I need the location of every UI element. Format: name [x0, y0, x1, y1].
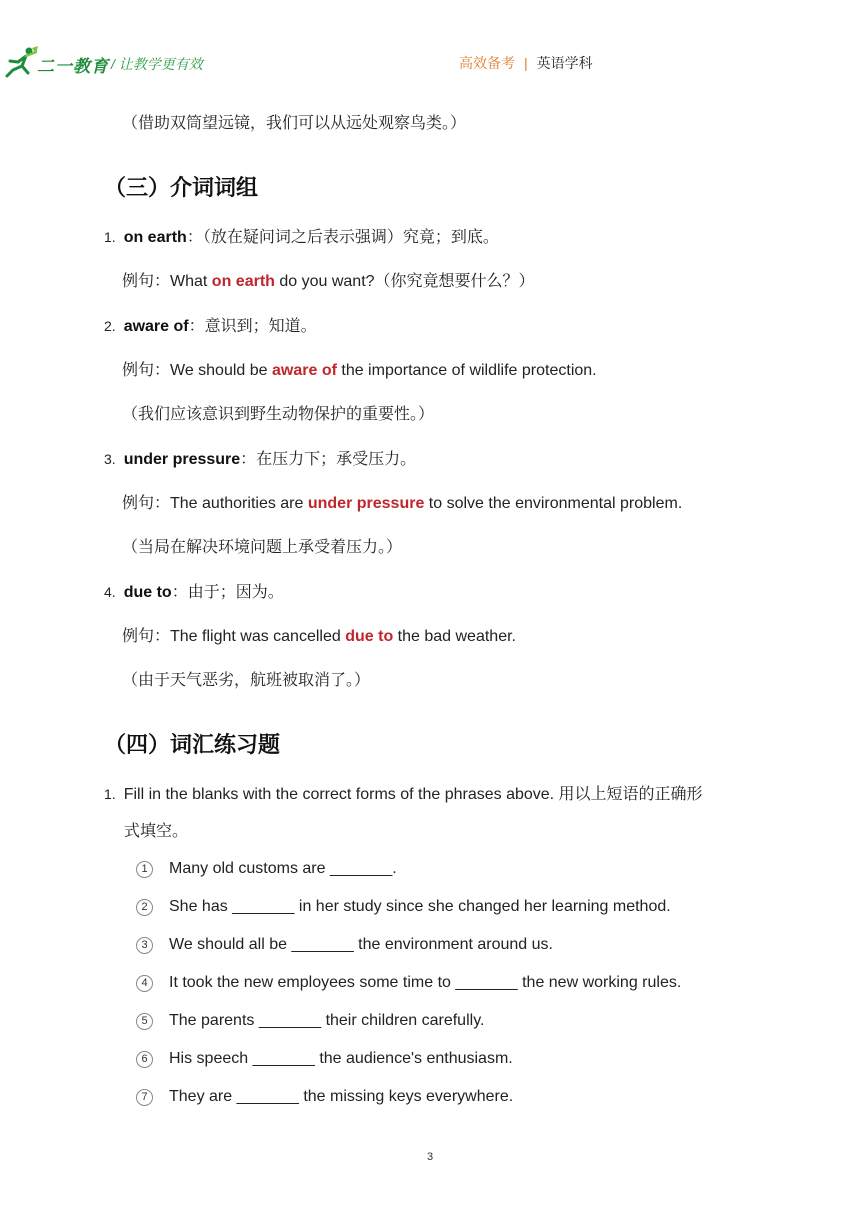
phrase-term: due to: [123, 584, 172, 601]
exercise-sentence: The parents _______ their children carefully.: [169, 1012, 485, 1029]
example-sentence: [122, 357, 597, 380]
phrase-item: [104, 446, 416, 469]
example-suffix: the bad weather.: [393, 628, 516, 645]
exercise-sentence: She has _______ in her study since she changed her learning method.: [169, 898, 671, 915]
phrase-item: [104, 579, 284, 602]
exercise-item: [136, 1088, 513, 1106]
example-suffix: to solve the environmental problem.: [424, 495, 683, 512]
phrase-definition: ：意识到；知道。: [188, 318, 317, 335]
exercise-item: [136, 860, 397, 878]
example-sentence: [122, 268, 535, 291]
exercise-sentence: We should all be _______ the environment around us.: [169, 936, 553, 953]
item-number: 4.: [104, 584, 116, 600]
example-prefix: 例句：The flight was cancelled: [122, 628, 346, 645]
exercise-sentence: His speech _______ the audience's enthusiasm.: [169, 1050, 513, 1067]
section-3-title: （三）介词词组: [104, 175, 259, 200]
section-4-title: （四）词汇练习题: [104, 732, 281, 757]
example-sentence: [122, 490, 682, 513]
exercise-instruction: [104, 781, 703, 804]
exercise-item: [136, 1012, 484, 1030]
instruction-line-1: Fill in the blanks with the correct forms of the phrases above. 用以上短语的正确形: [123, 786, 703, 803]
page-number: 3: [426, 1151, 434, 1163]
exercise-sentence: They are _______ the missing keys everywhere.: [169, 1088, 514, 1105]
example-highlight: due to: [345, 628, 394, 645]
intro-translation: （借助双筒望远镜，我们可以从远处观察鸟类。）: [122, 115, 467, 132]
header-label-subject: 英语学科: [536, 55, 593, 71]
example-highlight: aware of: [272, 362, 337, 379]
page-header: [0, 0, 860, 86]
example-prefix: 例句：We should be: [122, 362, 272, 379]
exercise-item: [136, 1050, 513, 1068]
brand-slogan: / 让教学更有效: [111, 56, 203, 72]
header-label-exam: 高效备考: [459, 55, 515, 71]
item-number: 1.: [104, 786, 116, 802]
example-highlight: under pressure: [307, 495, 425, 512]
phrase-definition: ：（放在疑问词之后表示强调）究竟；到底。: [186, 229, 499, 246]
instruction-line-2: 式填空。: [124, 823, 189, 840]
running-person-logo-icon: [4, 46, 40, 78]
phrase-term: under pressure: [123, 451, 241, 468]
item-number: 1.: [104, 229, 116, 245]
exercise-item: [136, 974, 681, 992]
circled-number: 4: [136, 975, 153, 992]
exercise-item: [136, 936, 553, 954]
example-suffix: the importance of wildlife protection.: [336, 362, 597, 379]
circled-number: 6: [136, 1051, 153, 1068]
phrase-term: on earth: [123, 229, 187, 246]
example-sentence: [122, 623, 516, 646]
header-separator: |: [524, 55, 528, 71]
exercise-sentence: Many old customs are _______.: [169, 860, 397, 877]
exercise-sentence: It took the new employees some time to _______ the new working rules.: [169, 974, 682, 991]
example-prefix: 例句：What: [122, 273, 212, 290]
circled-number: 2: [136, 899, 153, 916]
phrase-definition: ：在压力下；承受压力。: [240, 451, 417, 468]
exercise-item: [136, 898, 671, 916]
circled-number: 3: [136, 937, 153, 954]
example-translation: （我们应该意识到野生动物保护的重要性。）: [122, 406, 435, 423]
example-highlight: on earth: [211, 273, 275, 290]
brand-name: 二一教育: [37, 57, 109, 76]
example-translation: （当局在解决环境问题上承受着压力。）: [122, 539, 403, 556]
phrase-item: [104, 313, 317, 336]
item-number: 2.: [104, 318, 116, 334]
phrase-definition: ：由于；因为。: [171, 584, 284, 601]
circled-number: 7: [136, 1089, 153, 1106]
example-prefix: 例句：The authorities are: [122, 495, 308, 512]
circled-number: 1: [136, 861, 153, 878]
item-number: 3.: [104, 451, 116, 467]
header-subject: [459, 53, 593, 73]
example-translation: （由于天气恶劣，航班被取消了。）: [122, 672, 371, 689]
phrase-item: [104, 224, 499, 247]
phrase-term: aware of: [123, 318, 189, 335]
circled-number: 5: [136, 1013, 153, 1030]
example-suffix: do you want?（你究竟想要什么？）: [274, 273, 535, 290]
